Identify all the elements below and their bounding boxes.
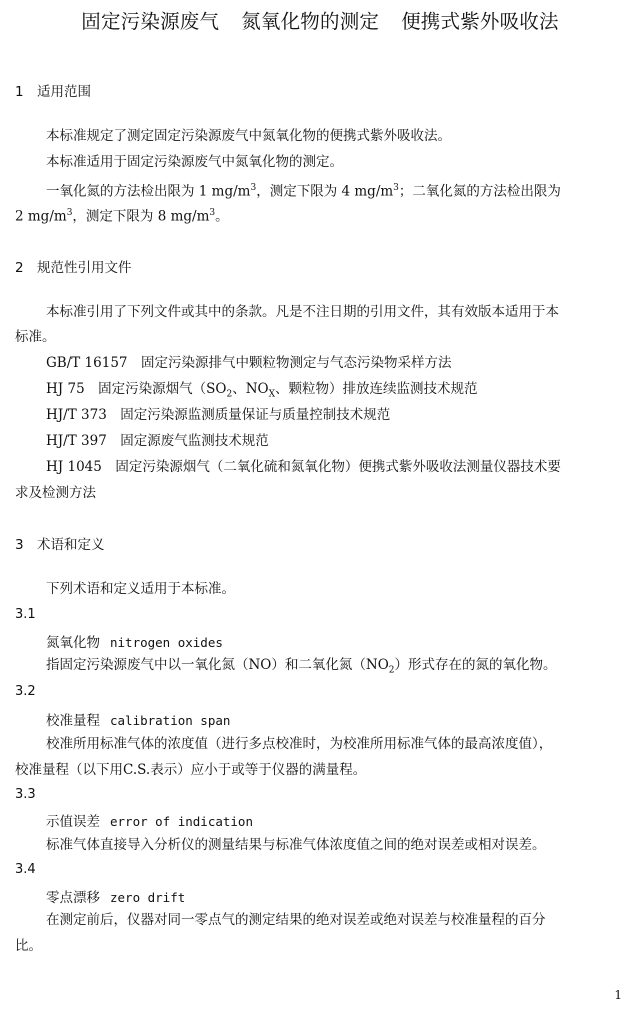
reference-item-continued: 求及检测方法 [15,485,96,501]
section-number: 1 [15,84,24,100]
paragraph [46,179,561,201]
term-en: nitrogen oxides [110,635,223,650]
paragraph: 本标准引用了下列文件或其中的条款。凡是不注日期的引用文件，其有效版本适用于本 [46,304,559,320]
text-run: 。 [215,208,229,225]
term-en: zero drift [110,890,186,905]
reference-item: HJ/T 397 固定源废气监测技术规范 [46,433,269,449]
text-run: 、颗粒物）排放连续监测技术规范 [275,381,478,397]
superscript: 3 [393,183,399,193]
title-part-1: 固定污染源废气 [81,10,220,33]
superscript: 3 [66,208,73,218]
paragraph: 标准。 [15,329,56,345]
text-run: 一氧化氮的方法检出限为 1 mg/m [46,183,251,200]
text-run: 2 mg/m [15,208,67,225]
superscript: 3 [250,183,257,193]
subscript: X [268,389,276,400]
term-definition: 校准所用标准气体的浓度值（进行多点校准时，为校准所用标准气体的最高浓度值）， [46,736,553,752]
subscript: 2 [388,665,395,676]
term-definition: 标准气体直接导入分析仪的测量结果与标准气体浓度值之间的绝对误差或相对误差。 [46,837,546,853]
title-part-2: 氮氧化物的测定 [241,10,380,33]
term-definition [46,656,557,680]
reference-item [46,380,478,404]
term-number: 3.2 [15,684,36,699]
paragraph: 本标准适用于固定污染源废气中氮氧化物的测定。 [46,154,343,170]
term-zh: 校准量程 [46,713,100,729]
text-run: 指固定污染源废气中以一氧化氮（NO）和二氧化氮（NO [46,657,389,673]
paragraph [15,204,229,226]
section-number: 3 [15,537,24,553]
term-heading [46,886,185,906]
section-2-heading [15,256,132,276]
reference-item: HJ/T 373 固定污染源监测质量保证与质量控制技术规范 [46,407,391,423]
text-run: HJ 75 固定污染源烟气（SO [46,381,227,397]
page-title [0,6,640,34]
text-run: ）形式存在的氮的氧化物。 [394,657,557,673]
term-heading [46,709,230,729]
term-definition: 在测定前后，仪器对同一零点气的测定结果的绝对误差或绝对误差与校准量程的百分 [46,912,546,928]
paragraph: 本标准规定了测定固定污染源废气中氮氧化物的便携式紫外吸收法。 [46,128,451,144]
term-definition-continued: 校准量程（以下用C.S.表示）应小于或等于仪器的满量程。 [15,762,367,778]
term-zh: 氮氧化物 [46,635,100,651]
term-heading [46,631,223,651]
term-zh: 示值误差 [46,814,100,830]
reference-item: GB/T 16157 固定污染源排气中颗粒物测定与气态污染物采样方法 [46,355,452,371]
text-run: ，测定下限为 4 mg/m [256,183,394,200]
term-zh: 零点漂移 [46,890,100,906]
superscript: 3 [209,208,216,218]
section-1-heading [15,80,91,100]
term-en: error of indication [110,814,253,829]
title-part-3: 便携式紫外吸收法 [401,10,559,33]
section-3-heading [15,533,105,553]
term-number: 3.1 [15,607,36,622]
text-run: ；二氧化氮的方法检出限为 [398,183,561,200]
term-number: 3.4 [15,862,36,877]
text-run: ，测定下限为 8 mg/m [72,208,210,225]
term-definition-continued: 比。 [15,938,42,954]
section-title: 适用范围 [37,84,91,100]
term-en: calibration span [110,713,231,728]
page-number: 1 [614,988,622,1002]
section-number: 2 [15,260,24,276]
section-title: 术语和定义 [37,537,105,553]
section-title: 规范性引用文件 [37,260,132,276]
text-run: 、NO [232,381,269,397]
term-heading [46,810,253,830]
paragraph: 下列术语和定义适用于本标准。 [46,581,235,597]
subscript: 2 [226,389,233,400]
reference-item: HJ 1045 固定污染源烟气（二氧化硫和氮氧化物）便携式紫外吸收法测量仪器技术要 [46,459,561,475]
term-number: 3.3 [15,787,36,802]
